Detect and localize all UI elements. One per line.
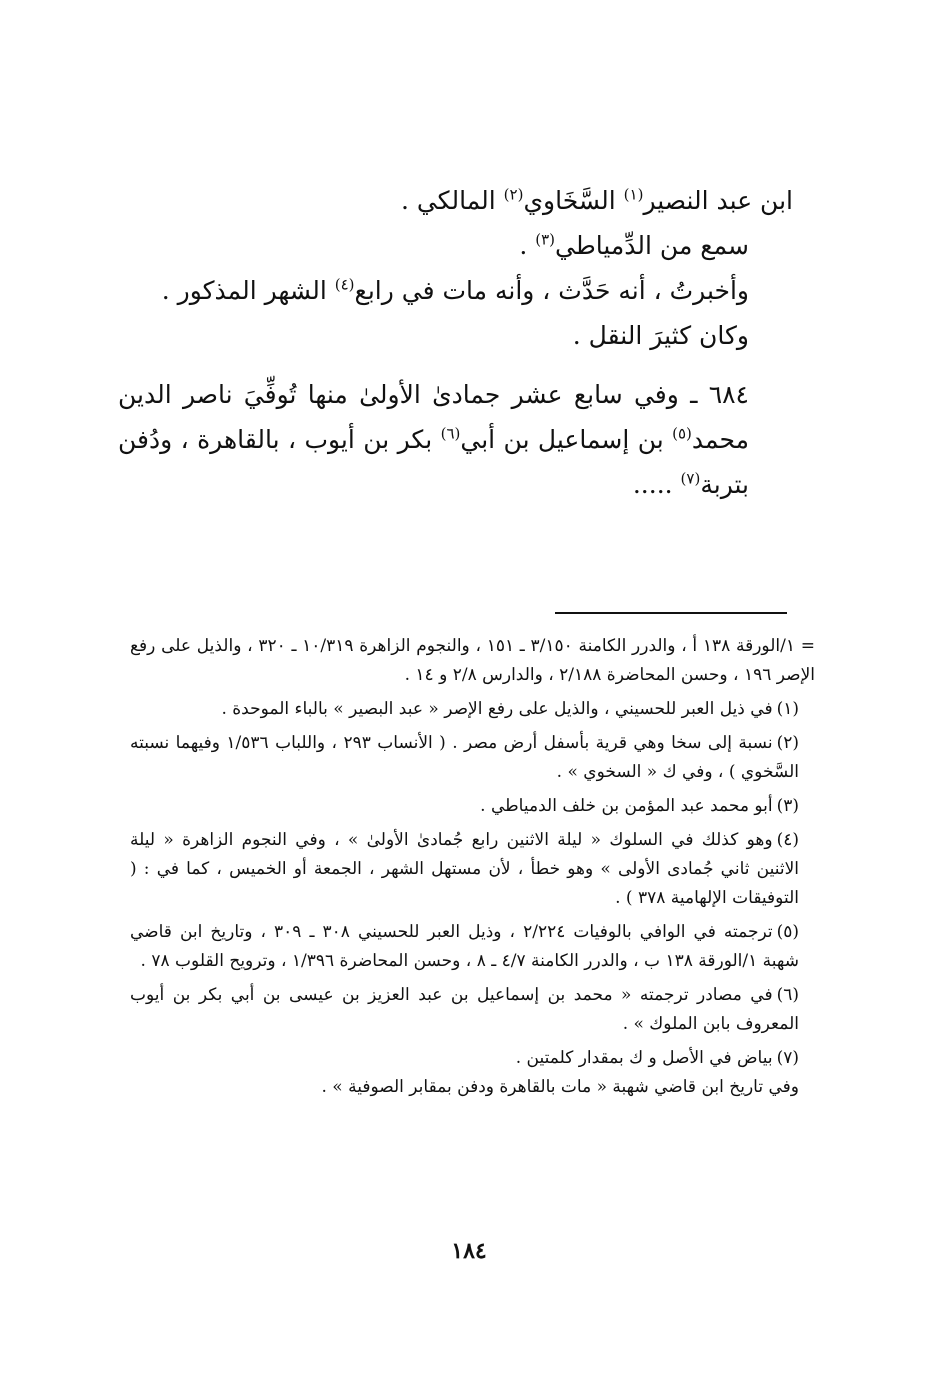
text-run: ابن عبد النصير <box>643 186 793 215</box>
footnote-number: (٦) <box>776 985 799 1005</box>
main-line-1 <box>118 178 793 223</box>
main-line-2 <box>118 223 793 268</box>
footnote-ref-1: (١) <box>623 185 644 204</box>
footnote-3 <box>130 792 815 821</box>
text-run: وأخبرتُ ، أنه حَدَّث ، وأنه مات في رابع <box>354 276 749 305</box>
footnote-ref-3: (٣) <box>535 230 555 249</box>
footnote-7 <box>130 1044 815 1102</box>
footnote-ref-6: (٦) <box>440 424 461 443</box>
footnote-continuation: = ١/الورقة ١٣٨ أ ، والدرر الكامنة ٣/١٥٠ ـ ١٥١ ، والنجوم الزاهرة ١٠/٣١٩ ـ ٣٢٠ ، والذيل على رفع الإصر ١٩٦ ، وحسن المحاضرة ٢/١٨٨ ، والدارس ٢/٨ و ١٤ . <box>130 636 815 685</box>
text-run: . <box>519 231 536 260</box>
footnote-text: نسبة إلى سخا وهي قرية بأسفل أرض مصر . ( الأنساب ٢٩٣ ، واللباب ١/٥٣٦ وفيهما نسبته السَّخوي ) ، وفي ك « السخوي » . <box>130 733 799 782</box>
text-run: ..... <box>632 470 681 499</box>
footnote-number: (٥) <box>776 922 799 942</box>
footnote-6 <box>130 981 815 1039</box>
main-line-4: وكان كثيرَ النقل . <box>572 321 749 350</box>
footnote-number: (٢) <box>776 733 799 753</box>
footnote-ref-4: (٤) <box>334 275 355 294</box>
footnotes <box>130 632 815 1107</box>
main-text <box>118 178 793 507</box>
footnote-ref-7: (٧) <box>680 469 701 488</box>
footnote-text: وهو كذلك في السلوك « ليلة الاثنين رابع جُمادىٰ الأولىٰ » ، وفي النجوم الزاهرة « ليلة الاثنين ثاني جُمادى الأولى » وهو خطأ ، لأن مستهل الشهر ، الجمعة أو الخميس ، كما في : ( التوفيقات الإلهامية ٣٧٨ ) . <box>130 830 799 908</box>
text-run: بكر بن أيوب ، بالقاهرة ، ودُفن بتربة <box>118 425 749 499</box>
footnote-text: وفي تاريخ ابن قاضي شهبة « مات بالقاهرة ودفن بمقابر الصوفية » . <box>321 1077 799 1097</box>
entry-684 <box>118 372 793 507</box>
footnote-number: (١) <box>776 699 799 719</box>
footnote-text: بياض في الأصل و ك بمقدار كلمتين . <box>515 1048 773 1068</box>
footnote-4 <box>130 826 815 913</box>
text-run: سمع من الدِّمياطي <box>555 231 749 260</box>
text-run: الشهر المذكور . <box>161 276 335 305</box>
footnote-1 <box>130 695 815 724</box>
text-run: المالكي . <box>400 186 504 215</box>
main-line-3 <box>118 268 793 313</box>
footnote-5 <box>130 918 815 976</box>
footnote-ref-5: (٥) <box>672 424 692 443</box>
footnote-number: (٤) <box>776 830 799 850</box>
footnote-2 <box>130 729 815 787</box>
footnote-separator <box>555 612 787 614</box>
footnote-text: ترجمته في الوافي بالوفيات ٢/٢٢٤ ، وذيل العبر للحسيني ٣٠٨ ـ ٣٠٩ ، وتاريخ ابن قاضي شهبة ١/الورقة ١٣٨ ب ، والدرر الكامنة ٤/٧ ـ ٨ ، وحسن المحاضرة ١/٣٩٦ ، وترويح القلوب ٧٨ . <box>130 922 799 971</box>
footnote-text: في مصادر ترجمته « محمد بن إسماعيل بن عبد العزيز بن عيسى بن أبي بكر بن أيوب المعروف بابن الملوك » . <box>130 985 799 1034</box>
footnote-text: أبو محمد عبد المؤمن بن خلف الدمياطي . <box>480 796 773 816</box>
text-run: بن إسماعيل بن أبي <box>460 425 673 454</box>
footnote-number: (٣) <box>776 796 799 816</box>
text-run: السَّخَاوي <box>523 186 624 215</box>
text-run: ٦٨٤ ـ وفي سابع عشر جمادىٰ الأولىٰ منها تُوفِّيَ ناصر الدين محمد <box>118 380 749 454</box>
footnote-ref-2: (٢) <box>503 185 524 204</box>
page-number: ١٨٤ <box>451 1238 487 1264</box>
footnote-number: (٧) <box>776 1048 799 1068</box>
footnote-text: في ذيل العبر للحسيني ، والذيل على رفع الإصر « عبد البصير » بالباء الموحدة . <box>221 699 773 719</box>
